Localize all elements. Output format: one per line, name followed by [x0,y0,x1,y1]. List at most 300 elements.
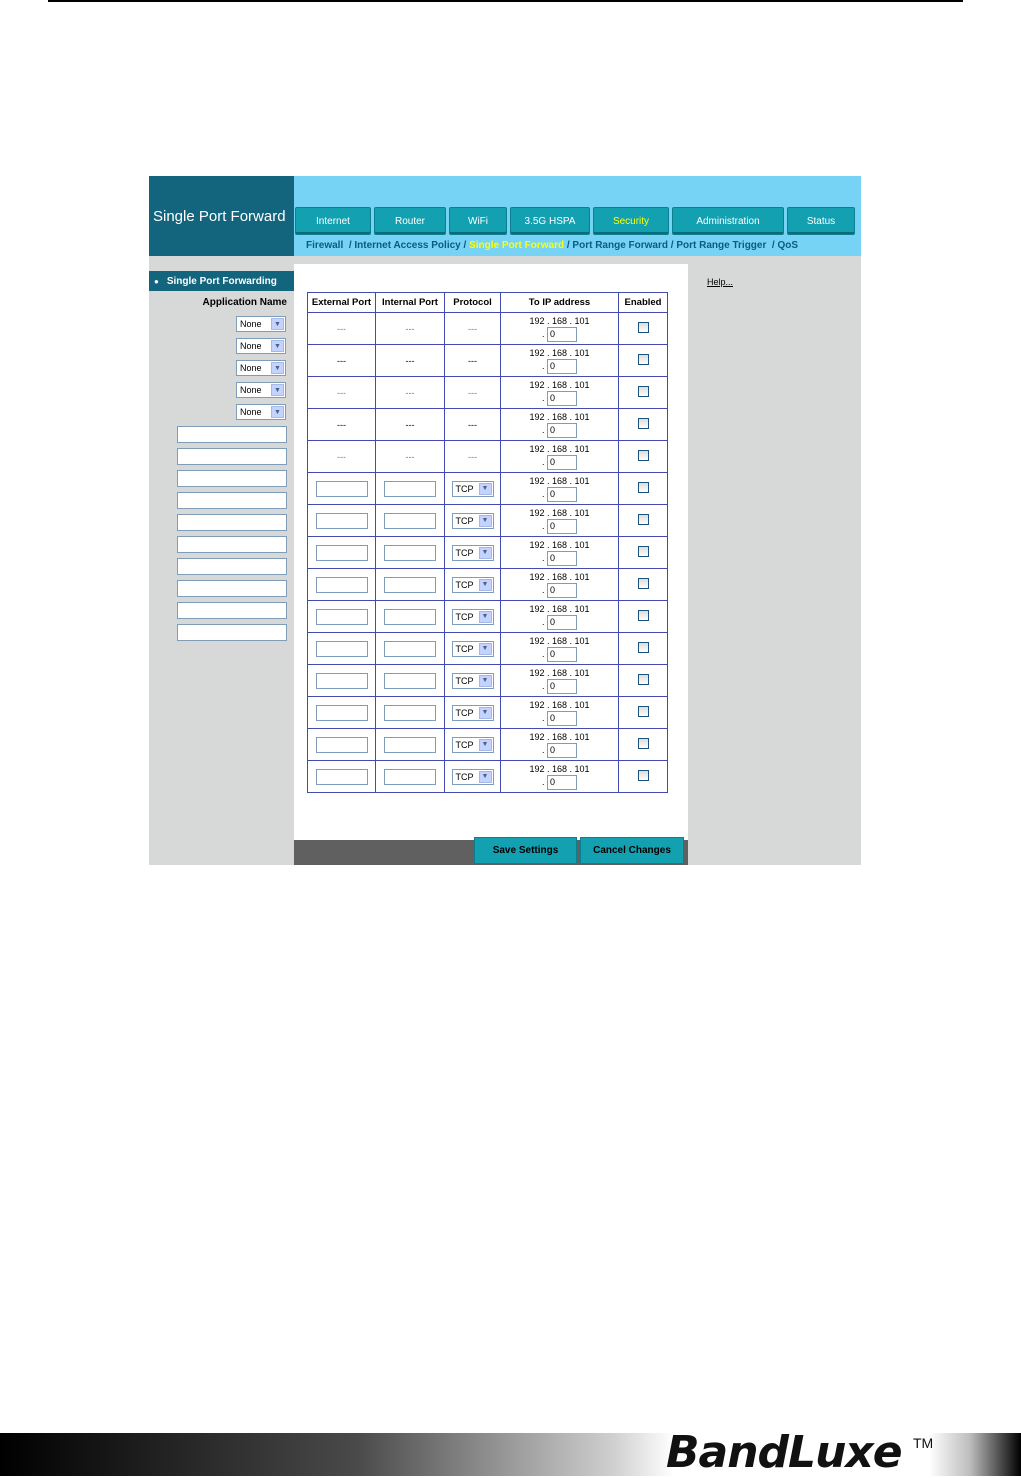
ip-last-octet-input[interactable]: 0 [547,583,577,598]
application-name-select[interactable] [236,360,286,376]
cancel-changes-button[interactable]: Cancel Changes [580,837,684,864]
table-row [308,633,668,665]
application-name-input[interactable] [177,426,287,443]
external-port-input[interactable] [316,513,368,529]
cell-internal-port [376,345,445,377]
internal-port-input[interactable] [384,545,436,561]
ip-last-line: . 0 [501,487,618,502]
cell-protocol [445,729,501,761]
cell-internal-port [376,569,445,601]
table-row [308,601,668,633]
protocol-placeholder: --- [468,419,477,430]
cell-to-ip-address [501,409,619,441]
tab-router[interactable]: Router [374,207,446,235]
protocol-placeholder: --- [468,323,477,334]
cell-external-port [308,345,376,377]
enabled-checkbox[interactable] [638,386,649,397]
cell-protocol [445,505,501,537]
ip-octet: 101 [574,316,590,326]
protocol-value: TCP [455,515,474,526]
enabled-checkbox[interactable] [638,674,649,685]
internal-port-input[interactable] [384,737,436,753]
protocol-value: TCP [455,739,474,750]
internal-port-placeholder: --- [405,323,415,334]
cell-enabled [619,441,668,473]
ip-last-octet-input[interactable]: 0 [547,775,577,790]
ip-octet: 168 [551,764,568,774]
enabled-checkbox[interactable] [638,354,649,365]
protocol-placeholder: --- [468,451,477,462]
cell-external-port [308,697,376,729]
router-admin-screen [149,176,861,865]
ip-octet: 168 [551,700,568,710]
application-name-select[interactable] [236,316,286,332]
chevron-down-icon: ▼ [479,675,492,687]
application-name-input[interactable] [177,470,287,487]
cell-enabled [619,345,668,377]
cell-enabled [619,665,668,697]
table-row [308,345,668,377]
tab-internet[interactable]: Internet [295,207,371,235]
application-name-select[interactable] [236,338,286,354]
ip-octet: 168 [551,380,568,390]
cell-external-port [308,569,376,601]
protocol-value: TCP [455,643,474,654]
table-row [308,313,668,345]
protocol-select[interactable] [452,737,494,753]
ip-octet: 192 [529,316,545,326]
ip-octet: 168 [551,636,568,646]
cell-external-port [308,313,376,345]
table-row [308,537,668,569]
ip-last-line: . 0 [501,615,618,630]
select-value: None [240,319,262,329]
ip-last-octet-input[interactable]: 0 [547,551,577,566]
cell-to-ip-address [501,473,619,505]
help-panel [688,271,861,865]
sub-navigation: Firewall / Internet Access Policy / Single Port Forward / Port Range Forward / Port Range Trigger / QoS [306,240,799,251]
save-settings-button[interactable]: Save Settings [474,837,577,864]
cell-internal-port [376,313,445,345]
protocol-placeholder: --- [468,355,477,366]
ip-octet: 192 [529,348,545,358]
application-name-input[interactable] [177,624,287,641]
ip-octet: 192 [529,540,545,550]
application-name-select[interactable] [236,404,286,420]
ip-prefix: 192 . 168 . 101 [529,380,590,390]
table-row [308,409,668,441]
ip-last-octet-input[interactable]: 0 [547,711,577,726]
protocol-select[interactable] [452,609,494,625]
ip-prefix: 192 . 168 . 101 [529,764,590,774]
application-name-select[interactable] [236,382,286,398]
ip-last-line: . 0 [501,743,618,758]
cell-internal-port [376,505,445,537]
table-row [308,665,668,697]
subnav-port-range-forward[interactable]: Port Range Forward [572,240,668,251]
ip-last-line: . 0 [501,455,618,470]
table-row [308,761,668,793]
ip-octet: 192 [529,764,545,774]
ip-last-octet-input[interactable]: 0 [547,647,577,662]
ip-octet: 101 [574,764,590,774]
ip-last-octet-input[interactable]: 0 [547,359,577,374]
ip-octet: 101 [574,380,590,390]
ip-octet: 101 [574,732,590,742]
table-row [308,473,668,505]
cell-to-ip-address [501,729,619,761]
application-name-input[interactable] [177,580,287,597]
cell-enabled [619,697,668,729]
cell-protocol [445,313,501,345]
header-protocol: Protocol [445,293,501,313]
cell-to-ip-address [501,377,619,409]
external-port-input[interactable] [316,577,368,593]
subnav-single-port-forward[interactable]: Single Port Forward [469,240,565,251]
chevron-down-icon: ▼ [479,739,492,751]
cell-enabled [619,761,668,793]
ip-last-line: . 0 [501,583,618,598]
header-to-ip-address: To IP address [501,293,619,313]
ip-last-line: . 0 [501,327,618,342]
cell-to-ip-address [501,665,619,697]
application-name-input[interactable] [177,448,287,465]
chevron-down-icon: ▼ [479,611,492,623]
enabled-checkbox[interactable] [638,610,649,621]
cell-to-ip-address [501,569,619,601]
chevron-down-icon: ▼ [479,643,492,655]
internal-port-placeholder: --- [405,355,415,366]
application-name-label: Application Name [202,297,287,308]
ip-prefix: 192 . 168 . 101 [529,348,590,358]
ip-prefix: 192 . 168 . 101 [529,604,590,614]
tab-wifi[interactable]: WiFi [449,207,507,235]
cell-enabled [619,313,668,345]
cell-to-ip-address [501,537,619,569]
application-name-input[interactable] [177,514,287,531]
ip-octet: 101 [574,508,590,518]
ip-last-octet-input[interactable]: 0 [547,743,577,758]
protocol-placeholder: --- [468,387,477,398]
protocol-select[interactable] [452,673,494,689]
cell-to-ip-address [501,345,619,377]
header-internal-port: Internal Port [376,293,445,313]
ip-last-line: . 0 [501,519,618,534]
protocol-value: TCP [455,611,474,622]
ip-prefix: 192 . 168 . 101 [529,476,590,486]
table-header-row [308,293,668,313]
ip-last-octet-input[interactable]: 0 [547,391,577,406]
tab-3-5g-hspa[interactable]: 3.5G HSPA [510,207,590,235]
ip-octet: 101 [574,668,590,678]
cell-enabled [619,377,668,409]
cell-internal-port [376,409,445,441]
internal-port-input[interactable] [384,513,436,529]
ip-octet: 168 [551,508,568,518]
bandluxe-logo: BandLuxe [666,1427,902,1478]
ip-octet: 101 [574,412,590,422]
ip-prefix: 192 . 168 . 101 [529,636,590,646]
ip-last-line: . 0 [501,359,618,374]
cell-protocol [445,441,501,473]
enabled-checkbox[interactable] [638,578,649,589]
subnav-qos[interactable]: QoS [777,240,799,251]
cell-enabled [619,409,668,441]
cell-to-ip-address [501,601,619,633]
protocol-select[interactable] [452,641,494,657]
cell-internal-port [376,537,445,569]
protocol-value: TCP [455,707,474,718]
tab-security[interactable]: Security [593,207,669,235]
cell-internal-port [376,441,445,473]
subnav-port-range-trigger[interactable]: Port Range Trigger [676,240,767,251]
ip-octet: 192 [529,572,545,582]
cell-protocol [445,409,501,441]
ip-last-line: . 0 [501,775,618,790]
chevron-down-icon: ▼ [479,515,492,527]
cell-to-ip-address [501,505,619,537]
cell-internal-port [376,761,445,793]
ip-prefix: 192 . 168 . 101 [529,700,590,710]
chevron-down-icon: ▼ [271,318,284,330]
internal-port-input[interactable] [384,577,436,593]
protocol-value: TCP [455,483,474,494]
cell-protocol [445,537,501,569]
protocol-value: TCP [455,579,474,590]
cell-internal-port [376,601,445,633]
protocol-select[interactable] [452,577,494,593]
ip-octet: 168 [551,316,568,326]
ip-octet: 192 [529,700,545,710]
enabled-checkbox[interactable] [638,418,649,429]
cell-to-ip-address [501,697,619,729]
internal-port-placeholder: --- [405,387,415,398]
cell-protocol [445,569,501,601]
protocol-select[interactable] [452,769,494,785]
protocol-select[interactable] [452,705,494,721]
cell-to-ip-address [501,441,619,473]
subnav-firewall[interactable]: Firewall [306,240,344,251]
ip-prefix: 192 . 168 . 101 [529,444,590,454]
ip-last-octet-input[interactable]: 0 [547,615,577,630]
cell-enabled [619,729,668,761]
cell-internal-port [376,665,445,697]
enabled-checkbox[interactable] [638,322,649,333]
ip-octet: 168 [551,444,568,454]
enabled-checkbox[interactable] [638,642,649,653]
cell-protocol [445,377,501,409]
cell-external-port [308,729,376,761]
ip-octet: 101 [574,572,590,582]
ip-octet: 168 [551,540,568,550]
ip-octet: 101 [574,348,590,358]
page-top-rule [48,0,963,2]
external-port-input[interactable] [316,737,368,753]
internal-port-placeholder: --- [405,419,415,430]
enabled-checkbox[interactable] [638,770,649,781]
external-port-input[interactable] [316,769,368,785]
cell-protocol [445,697,501,729]
external-port-placeholder: --- [337,323,346,334]
tab-administration[interactable]: Administration [672,207,784,235]
ip-octet: 192 [529,476,545,486]
table-row [308,697,668,729]
external-port-input[interactable] [316,545,368,561]
ip-octet: 168 [551,412,568,422]
cell-enabled [619,569,668,601]
cell-external-port [308,601,376,633]
cell-enabled [619,505,668,537]
ip-octet: 101 [574,444,590,454]
ip-octet: 192 [529,508,545,518]
cell-protocol [445,473,501,505]
application-name-input[interactable] [177,492,287,509]
protocol-select[interactable] [452,513,494,529]
ip-octet: 192 [529,604,545,614]
chevron-down-icon: ▼ [479,547,492,559]
protocol-select[interactable] [452,545,494,561]
ip-octet: 168 [551,604,568,614]
ip-octet: 168 [551,732,568,742]
chevron-down-icon: ▼ [479,579,492,591]
enabled-checkbox[interactable] [638,482,649,493]
application-name-input[interactable] [177,558,287,575]
internal-port-input[interactable] [384,641,436,657]
internal-port-input[interactable] [384,673,436,689]
ip-octet: 192 [529,732,545,742]
table-row [308,377,668,409]
external-port-input[interactable] [316,641,368,657]
ip-octet: 192 [529,380,545,390]
cell-protocol [445,345,501,377]
internal-port-input[interactable] [384,609,436,625]
ip-last-line: . 0 [501,647,618,662]
cell-internal-port [376,633,445,665]
internal-port-input[interactable] [384,705,436,721]
ip-last-line: . 0 [501,391,618,406]
cell-external-port [308,665,376,697]
internal-port-input[interactable] [384,481,436,497]
cell-internal-port [376,377,445,409]
ip-octet: 168 [551,572,568,582]
select-value: None [240,385,262,395]
ip-octet: 101 [574,700,590,710]
ip-last-octet-input[interactable]: 0 [547,487,577,502]
select-value: None [240,363,262,373]
external-port-placeholder: --- [337,419,346,430]
protocol-value: TCP [455,547,474,558]
chevron-down-icon: ▼ [271,384,284,396]
cell-to-ip-address [501,313,619,345]
ip-octet: 168 [551,348,568,358]
ip-last-line: . 0 [501,551,618,566]
chevron-down-icon: ▼ [271,340,284,352]
enabled-checkbox[interactable] [638,514,649,525]
application-name-input[interactable] [177,602,287,619]
ip-last-octet-input[interactable]: 0 [547,423,577,438]
subnav-internet-access-policy[interactable]: Internet Access Policy [354,240,461,251]
external-port-input[interactable] [316,481,368,497]
select-value: None [240,407,262,417]
ip-octet: 168 [551,668,568,678]
trademark-mark: TM [913,1435,934,1451]
cell-external-port [308,473,376,505]
sidebar-section-title: ● Single Port Forwarding [149,271,294,291]
protocol-value: TCP [455,771,474,782]
page-title: Single Port Forward [149,176,294,256]
enabled-checkbox[interactable] [638,738,649,749]
enabled-checkbox[interactable] [638,706,649,717]
ip-octet: 192 [529,668,545,678]
ip-octet: 192 [529,636,545,646]
tab-status[interactable]: Status [787,207,855,235]
cell-external-port [308,537,376,569]
external-port-input[interactable] [316,673,368,689]
cell-enabled [619,633,668,665]
table-row [308,569,668,601]
ip-last-octet-input[interactable]: 0 [547,679,577,694]
cell-internal-port [376,697,445,729]
bullet-icon: ● [154,276,159,286]
ip-octet: 101 [574,476,590,486]
application-name-input[interactable] [177,536,287,553]
external-port-input[interactable] [316,609,368,625]
cell-external-port [308,409,376,441]
cell-enabled [619,537,668,569]
cell-internal-port [376,473,445,505]
external-port-placeholder: --- [337,387,346,398]
cell-to-ip-address [501,761,619,793]
table-row [308,441,668,473]
chevron-down-icon: ▼ [479,771,492,783]
main-tabs [295,207,855,235]
cell-protocol [445,633,501,665]
cell-protocol [445,761,501,793]
enabled-checkbox[interactable] [638,546,649,557]
table-row [308,729,668,761]
ip-octet: 101 [574,636,590,646]
ip-prefix: 192 . 168 . 101 [529,540,590,550]
external-port-input[interactable] [316,705,368,721]
internal-port-input[interactable] [384,769,436,785]
ip-octet: 101 [574,604,590,614]
ip-last-octet-input[interactable]: 0 [547,455,577,470]
ip-last-octet-input[interactable]: 0 [547,519,577,534]
ip-last-line: . 0 [501,423,618,438]
ip-last-line: . 0 [501,711,618,726]
protocol-select[interactable] [452,481,494,497]
header-enabled: Enabled [619,293,668,313]
cell-to-ip-address [501,633,619,665]
ip-octet: 192 [529,444,545,454]
internal-port-placeholder: --- [405,451,415,462]
ip-prefix: 192 . 168 . 101 [529,668,590,678]
cell-enabled [619,601,668,633]
external-port-placeholder: --- [337,451,346,462]
cell-external-port [308,633,376,665]
ip-prefix: 192 . 168 . 101 [529,508,590,518]
chevron-down-icon: ▼ [271,362,284,374]
cell-enabled [619,473,668,505]
chevron-down-icon: ▼ [479,483,492,495]
table-row [308,505,668,537]
cell-external-port [308,505,376,537]
enabled-checkbox[interactable] [638,450,649,461]
port-forward-table [307,292,668,793]
help-link[interactable]: Help... [707,277,734,287]
ip-octet: 168 [551,476,568,486]
ip-last-octet-input[interactable]: 0 [547,327,577,342]
